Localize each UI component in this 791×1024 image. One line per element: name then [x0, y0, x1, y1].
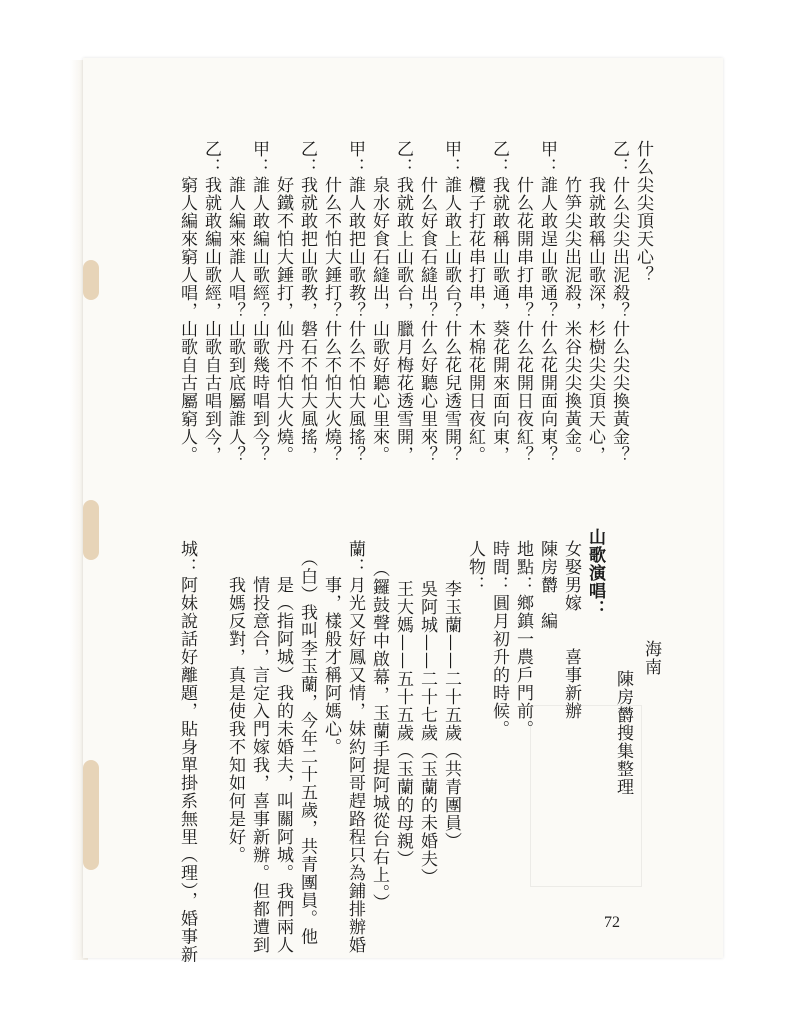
- play-author: 陳房欝 編: [537, 540, 557, 630]
- page-stain: [83, 500, 99, 560]
- song-line: 什么花開串打串？什么花開日夜紅？: [513, 140, 533, 464]
- play-genre-title: 山歌演唱：: [585, 528, 605, 618]
- dialogue-line: 我媽反對，真是使我不知如何是好。: [225, 540, 245, 864]
- dialogue-line: 蘭：月光又好鳳又情，妹約阿哥趕路程只為鋪排辦婚: [345, 540, 365, 954]
- dialogue-line: 情投意合，言定入門嫁我，喜事新辦。但都遭到: [249, 540, 269, 954]
- characters-label: 人物：: [465, 540, 485, 594]
- page-stain: [83, 760, 99, 870]
- song-line: 乙：我就敢稱山歌通，葵花開來面向東，: [489, 140, 509, 464]
- song-line: 窮人編來窮人唱，山歌自古屬窮人。: [177, 140, 197, 464]
- play-time: 時間：圓月初升的時候。: [489, 540, 509, 738]
- page-number: 72: [604, 914, 620, 931]
- song-line: 甲：誰人敢編山歌經？山歌幾時唱到今？: [249, 140, 269, 464]
- song-line: 乙：我就敢上山歌台，臘月梅花透雪開，: [393, 140, 413, 464]
- song-line: 欖子打花串打串，木棉花開日夜紅。: [465, 140, 485, 464]
- dialogue-line: 事，樣般才稱阿媽心。: [321, 540, 341, 756]
- dialogue-line: （白）我叫李玉蘭，今年二十五歲，共青團員。他: [297, 540, 317, 946]
- song-line: 竹笋尖尖出泥殺，米谷尖尖換黃金。: [561, 140, 581, 464]
- song-line: 好鐵不怕大錘打，仙丹不怕大火燒。: [273, 140, 293, 464]
- header-region: 海南: [641, 640, 661, 676]
- play-title: 女娶男嫁 喜事新辦: [561, 540, 581, 720]
- song-line: 什么尖尖頂天心？: [633, 140, 653, 284]
- song-line: 什么好食石縫出？什么好聽心里來？: [417, 140, 437, 464]
- character-entry: 王大媽——五十五歲（玉蘭的母親）: [393, 580, 413, 868]
- play-location: 地點：鄉鎮一農戶門前。: [513, 540, 533, 738]
- header-compiler: 陳房欝搜集整理: [613, 670, 633, 796]
- song-line: 泉水好食石縫出，山歌好聽心里來。: [369, 140, 389, 464]
- dialogue-line: 是（指阿城）我的未婚夫，叫關阿城。我們兩人: [273, 540, 293, 954]
- song-line: 甲：誰人敢逞山歌通？什么花開面向東？: [537, 140, 557, 464]
- page-stain: [83, 260, 99, 300]
- character-entry: 李玉蘭——二十五歲（共青團員）: [441, 580, 461, 850]
- song-line: 乙：我就敢把山歌教，磐石不怕大風搖，: [297, 140, 317, 464]
- song-line: 乙：什么尖尖出泥殺？什么尖尖換黃金？: [609, 140, 629, 464]
- stage-direction: （鑼鼓聲中啟幕，玉蘭手提阿城從台右上。）: [369, 560, 389, 912]
- dialogue-line: 城：阿妹說話好離題，貼身單掛系無里（理），婚事新: [177, 540, 197, 964]
- song-line: 甲：誰人敢上山歌台？什么花兒透雪開？: [441, 140, 461, 464]
- song-line: 我就敢稱山歌深，杉樹尖尖頂天心，: [585, 140, 605, 464]
- character-entry: 吳阿城——二十七歲（玉蘭的未婚夫）: [417, 580, 437, 886]
- song-line: 什么不怕大錘打？什么不怕大火燒？: [321, 140, 341, 464]
- song-line: 誰人編來誰人唱？山歌到底屬誰人？: [225, 140, 245, 464]
- song-line: 乙：我就敢編山歌經，山歌自古唱到今，: [201, 140, 221, 464]
- song-line: 甲：誰人敢把山歌教？什么不怕大風搖？: [345, 140, 365, 464]
